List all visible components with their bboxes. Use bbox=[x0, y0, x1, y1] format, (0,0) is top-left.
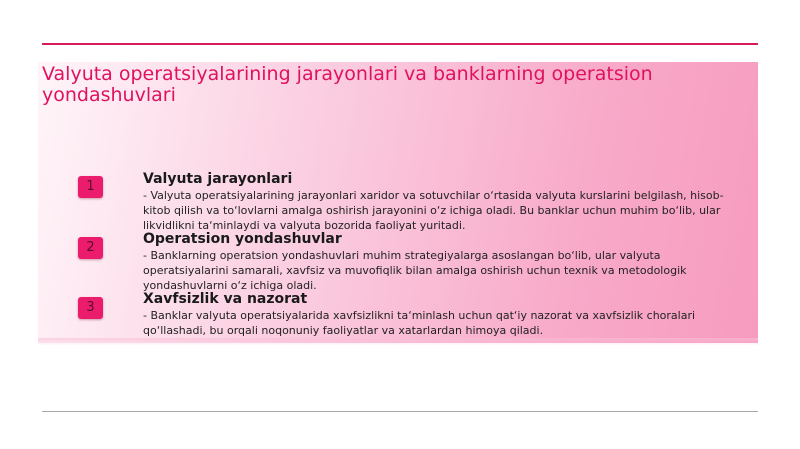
list-item-operatsion-yondashuvlar bbox=[143, 231, 733, 293]
slide-title: Valyuta operatsiyalarining jarayonlari va banklarning operatsion yondashuvlari bbox=[42, 63, 653, 106]
list-item-xavfsizlik-va-nazorat bbox=[143, 291, 733, 338]
item-text: - Banklar valyuta operatsiyalarida xavfsizlikni ta‘minlash uchun qat‘iy nazorat va xavfsizlik choralari qo‘llashadi, bu orqali noqonuniy faoliyatlar va xatarlardan himoya qiladi. bbox=[143, 309, 696, 337]
panel-shadow bbox=[38, 338, 758, 346]
item-text: - Banklarning operatsion yondashuvlari muhim strategiyalarga asoslangan bo‘lib, ular valyuta operatsiyalarini samarali, xavfsiz va muvofiqlik bilan amalga oshirish uchun texnik va metodologik yondashuvlarni o‘z ichiga oladi. bbox=[143, 249, 687, 292]
bottom-divider bbox=[42, 411, 758, 412]
item-text: - Valyuta operatsiyalarining jarayonlari xaridor va sotuvchilar o‘rtasida valyuta kurslarini belgilash, hisob-kitob qilish va to‘lovlarni amalga oshirish jarayonini o‘z ichiga oladi. Bu banklar uchun muhim bo‘lib, ular likvidlikni ta‘minlaydi va valyuta bozorida faoliyat yuritadi. bbox=[143, 189, 724, 232]
number-badge-3: 3 bbox=[78, 297, 103, 319]
item-heading: Valyuta jarayonlari bbox=[143, 171, 293, 187]
number-badge-1: 1 bbox=[78, 176, 103, 198]
number-badge-2: 2 bbox=[78, 237, 103, 259]
item-heading: Xavfsizlik va nazorat bbox=[143, 291, 308, 307]
top-divider bbox=[42, 43, 758, 45]
list-item-valyuta-jarayonlari bbox=[143, 171, 733, 233]
item-heading: Operatsion yondashuvlar bbox=[143, 231, 342, 247]
